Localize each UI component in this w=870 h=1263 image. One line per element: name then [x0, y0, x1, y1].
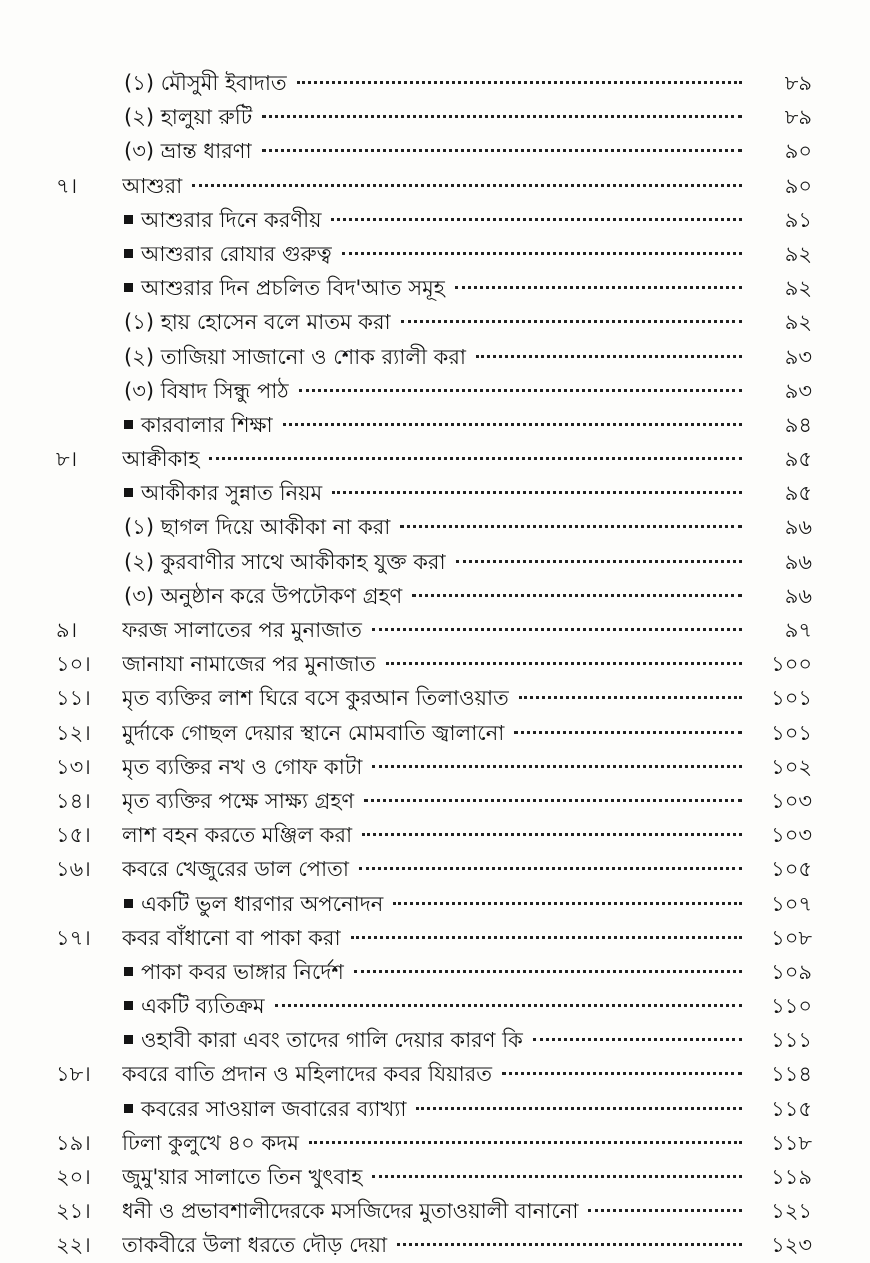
toc-page-number: ৯১: [784, 207, 812, 232]
toc-entry: [124, 887, 742, 921]
toc-page-number: ৯৬: [784, 515, 812, 540]
toc-page-number: ১০৩: [771, 788, 812, 813]
dot-leader: [502, 1072, 742, 1075]
dot-leader: [351, 936, 742, 939]
dot-leader: [332, 491, 742, 494]
dot-leader: [309, 1141, 742, 1144]
dot-leader: [372, 765, 742, 768]
toc-entry: [124, 989, 742, 1023]
toc-entry-title: কারবালার শিক্ষা: [141, 412, 273, 437]
toc-entry-title: জুমু'য়ার সালাতে তিন খুৎবাহ: [122, 1165, 363, 1189]
toc-entry: [124, 374, 742, 408]
toc-page-number: ৯২: [784, 310, 812, 335]
toc-entry-title: মুর্দাকে গোছল দেয়ার স্থানে মোমবাতি জ্বালানো: [122, 720, 505, 745]
toc-row: [0, 818, 870, 852]
toc-entry-title: জানাযা নামাজের পর মুনাজাত: [122, 652, 376, 677]
square-bullet-icon: [124, 1001, 133, 1010]
toc-page-number: ৯২: [784, 276, 812, 301]
toc-row: [0, 681, 870, 715]
toc-entry-title: আশুরার রোযার গুরুত্ব: [141, 241, 332, 266]
toc-entry: [122, 1160, 742, 1194]
toc-page-number: ৯৫: [784, 481, 812, 506]
dot-leader: [397, 1243, 742, 1246]
toc-entry-number: ১০।: [56, 652, 91, 677]
dot-leader: [359, 867, 742, 870]
dot-leader: [275, 1004, 742, 1007]
toc-row: [0, 1023, 870, 1057]
toc-entry-number: ১৫।: [56, 823, 91, 848]
toc-entry-title: (২) হালুয়া রুটি: [124, 105, 253, 130]
toc-page-number: ৯২: [784, 241, 812, 266]
toc-page-number: ১০৩: [771, 823, 812, 848]
toc-entry: [122, 784, 742, 818]
dot-leader: [342, 252, 742, 255]
dot-leader: [362, 833, 742, 836]
dot-leader: [372, 628, 742, 631]
toc-row: [0, 271, 870, 305]
toc-entry: [124, 1092, 742, 1126]
toc-page-number: ৯৬: [784, 549, 812, 574]
toc-row: [0, 66, 870, 100]
toc-row: [0, 989, 870, 1023]
toc-row: [0, 716, 870, 750]
dot-leader: [412, 594, 742, 597]
toc-entry-title: পাকা কবর ভাঙ্গার নির্দেশ: [141, 959, 344, 984]
dot-leader: [455, 286, 742, 289]
toc-entry-title: আশুরা: [122, 173, 183, 198]
toc-page-number: ১০৫: [771, 857, 812, 882]
toc-page-number: ৯৪: [784, 412, 812, 437]
toc-entry: [122, 1057, 742, 1091]
toc-page-number: ১২১: [771, 1199, 812, 1224]
toc-row: [0, 476, 870, 510]
toc-entry-title: তাকবীরে উলা ধরতে দৌড় দেয়া: [122, 1233, 388, 1258]
toc-row: [0, 305, 870, 339]
toc-entry-title: লাশ বহন করতে মঞ্জিল করা: [122, 823, 353, 848]
toc-row: [0, 750, 870, 784]
toc-entry-title: মৃত ব্যক্তির পক্ষে সাক্ষ্য গ্রহণ: [122, 788, 355, 813]
toc-entry: [122, 852, 742, 886]
toc-page-number: ৯৩: [784, 378, 812, 403]
toc-row: [0, 134, 870, 168]
toc-entry-title: মৃত ব্যক্তির লাশ ঘিরে বসে কুরআন তিলাওয়াত: [122, 686, 509, 711]
toc-entry: [124, 1023, 742, 1057]
toc-entry-title: (২) কুরবাণীর সাথে আকীকাহ যুক্ত করা: [124, 549, 446, 574]
toc-entry-number: ২০।: [56, 1165, 91, 1189]
toc-row: [0, 921, 870, 955]
toc-entry: [122, 647, 742, 681]
toc-entry-title: (৩) ভ্রান্ত ধারণা: [124, 139, 252, 164]
toc-entry-title: কবরে খেজুরের ডাল পোতা: [122, 857, 349, 882]
toc-entry: [122, 1194, 742, 1228]
toc-entry-number: ৮।: [56, 447, 78, 472]
toc-page-number: ৯৭: [784, 618, 812, 642]
dot-leader: [262, 115, 742, 118]
square-bullet-icon: [124, 899, 133, 908]
toc-row: [0, 237, 870, 271]
toc-entry-title: (১) মৌসুমী ইবাদাত: [124, 71, 287, 95]
toc-page-number: ৯৫: [784, 447, 812, 472]
toc-entry-title: (৩) অনুষ্ঠান করে উপঢৌকণ গ্রহণ: [124, 583, 403, 608]
toc-row: [0, 374, 870, 408]
toc-entry-title: ধনী ও প্রভাবশালীদেরকে মসজিদের মুতাওয়ালী বানানো: [122, 1199, 579, 1224]
dot-leader: [533, 1038, 742, 1041]
toc-entry: [122, 613, 742, 647]
toc-row: [0, 203, 870, 237]
dot-leader: [262, 149, 742, 152]
square-bullet-icon: [124, 283, 133, 292]
toc-entry-title: ঢিলা কুলুখে ৪০ কদম: [122, 1130, 299, 1155]
toc-entry-title: আক্বীকাহ: [122, 447, 200, 472]
toc-row: [0, 340, 870, 374]
dot-leader: [364, 799, 742, 802]
square-bullet-icon: [124, 420, 133, 429]
dot-leader: [192, 184, 742, 187]
toc-entry-title: কবর বাঁধানো বা পাকা করা: [122, 925, 341, 950]
square-bullet-icon: [124, 1104, 133, 1113]
toc-entry-number: ৯।: [56, 618, 78, 642]
toc-page-number: ১০০: [771, 652, 812, 677]
dot-leader: [372, 1175, 742, 1178]
dot-leader: [283, 423, 742, 426]
dot-leader: [519, 696, 742, 699]
toc-row: [0, 1092, 870, 1126]
toc-entry-title: ওহাবী কারা এবং তাদের গালি দেয়ার কারণ কি: [141, 1028, 523, 1053]
toc-entry-number: ১৭।: [56, 925, 91, 950]
square-bullet-icon: [124, 215, 133, 224]
toc-entry: [122, 716, 742, 750]
toc-entry: [124, 545, 742, 579]
toc-page-number: ১০৭: [771, 891, 812, 916]
toc-row: [0, 613, 870, 647]
dot-leader: [514, 731, 742, 734]
toc-row: [0, 1057, 870, 1091]
toc-row: [0, 955, 870, 989]
toc-entry: [124, 305, 742, 339]
toc-row: [0, 852, 870, 886]
toc-page-number: ৯৬: [784, 583, 812, 608]
square-bullet-icon: [124, 249, 133, 258]
toc-page-number: ১০৯: [771, 959, 812, 984]
toc-entry-number: ১২।: [56, 720, 91, 745]
toc-row: [0, 784, 870, 818]
toc-entry: [124, 476, 742, 510]
dot-leader: [393, 902, 742, 905]
toc-row: [0, 1194, 870, 1228]
toc-entry: [124, 100, 742, 134]
toc-page-number: ১১৪: [771, 1062, 812, 1087]
dot-leader: [386, 662, 742, 665]
toc-entry-number: ১৮।: [56, 1062, 91, 1087]
toc-page-number: ১০১: [771, 686, 812, 711]
dot-leader: [331, 218, 742, 221]
toc-entry-title: (১) হায় হোসেন বলে মাতম করা: [124, 310, 391, 335]
toc-row: [0, 408, 870, 442]
toc-page-number: ১১০: [771, 994, 812, 1019]
toc-row: [0, 510, 870, 544]
toc-entry: [122, 169, 742, 203]
toc-entry-number: ২২।: [56, 1233, 91, 1258]
toc-row: [0, 169, 870, 203]
toc-entry-title: একটি ব্যতিক্রম: [141, 994, 265, 1019]
dot-leader: [456, 560, 742, 563]
toc-page-number: ১২৩: [771, 1233, 812, 1258]
toc-row: [0, 442, 870, 476]
table-of-contents: [0, 66, 870, 1263]
toc-entry-title: কবরের সাওয়াল জবারের ব্যাখ্যা: [141, 1096, 407, 1121]
toc-entry: [124, 408, 742, 442]
toc-entry: [122, 681, 742, 715]
dot-leader: [299, 389, 742, 392]
toc-entry-number: ১১।: [56, 686, 91, 711]
dot-leader: [401, 320, 742, 323]
toc-entry-number: ১৬।: [56, 857, 91, 882]
toc-entry-title: আকীকার সুন্নাত নিয়ম: [141, 481, 323, 506]
toc-page-number: ১০২: [771, 754, 812, 779]
toc-page-number: ৮৯: [784, 105, 812, 130]
toc-page-number: ১০৮: [771, 925, 812, 950]
toc-entry: [124, 579, 742, 613]
toc-entry: [124, 510, 742, 544]
toc-row: [0, 579, 870, 613]
toc-entry-number: ১৪।: [56, 788, 91, 813]
toc-entry: [122, 1228, 742, 1262]
toc-entry-title: কবরে বাতি প্রদান ও মহিলাদের কবর যিয়ারত: [122, 1062, 493, 1087]
toc-row: [0, 100, 870, 134]
toc-entry: [124, 203, 742, 237]
square-bullet-icon: [124, 488, 133, 497]
dot-leader: [297, 81, 742, 84]
toc-entry: [122, 818, 742, 852]
toc-page-number: ৮৯: [784, 71, 812, 95]
toc-entry: [124, 271, 742, 305]
dot-leader: [209, 457, 742, 460]
toc-page-number: ১১৫: [771, 1096, 812, 1121]
toc-entry-title: (২) তাজিয়া সাজানো ও শোক র‍্যালী করা: [124, 344, 466, 369]
square-bullet-icon: [124, 1035, 133, 1044]
toc-entry: [122, 750, 742, 784]
toc-entry: [122, 442, 742, 476]
toc-row: [0, 647, 870, 681]
dot-leader: [416, 1107, 742, 1110]
toc-row: [0, 545, 870, 579]
toc-entry: [122, 1126, 742, 1160]
toc-page-number: ১১৯: [771, 1165, 812, 1189]
toc-entry-title: (৩) বিষাদ সিন্ধু পাঠ: [124, 378, 289, 403]
toc-entry: [124, 237, 742, 271]
toc-entry: [124, 340, 742, 374]
toc-entry-number: ৭।: [56, 173, 78, 198]
dot-leader: [588, 1209, 742, 1212]
toc-entry-title: আশুরার দিন প্রচলিত বিদ'আত সমূহ: [141, 276, 445, 301]
square-bullet-icon: [124, 967, 133, 976]
toc-row: [0, 1126, 870, 1160]
toc-entry: [124, 955, 742, 989]
toc-row: [0, 1228, 870, 1262]
toc-entry: [124, 134, 742, 168]
toc-entry-title: ফরজ সালাতের পর মুনাজাত: [122, 618, 362, 642]
toc-page-number: ৯০: [784, 173, 812, 198]
toc-page-number: ১১৮: [771, 1130, 812, 1155]
dot-leader: [400, 525, 742, 528]
toc-row: [0, 887, 870, 921]
dot-leader: [354, 970, 742, 973]
toc-entry-title: একটি ভুল ধারণার অপনোদন: [141, 891, 384, 916]
toc-row: [0, 1160, 870, 1194]
toc-entry-title: মৃত ব্যক্তির নখ ও গোফ কাটা: [122, 754, 363, 779]
toc-entry-title: (১) ছাগল দিয়ে আকীকা না করা: [124, 515, 391, 540]
toc-entry-number: ২১।: [56, 1199, 91, 1224]
toc-page-number: ১১১: [771, 1028, 812, 1053]
toc-page-number: ৯০: [784, 139, 812, 164]
toc-entry-number: ১৩।: [56, 754, 91, 779]
toc-entry: [124, 66, 742, 100]
toc-page-number: ১০১: [771, 720, 812, 745]
toc-page-number: ৯৩: [784, 344, 812, 369]
toc-entry-title: আশুরার দিনে করণীয়: [141, 207, 322, 232]
toc-entry: [122, 921, 742, 955]
toc-entry-number: ১৯।: [56, 1130, 91, 1155]
dot-leader: [476, 355, 742, 358]
